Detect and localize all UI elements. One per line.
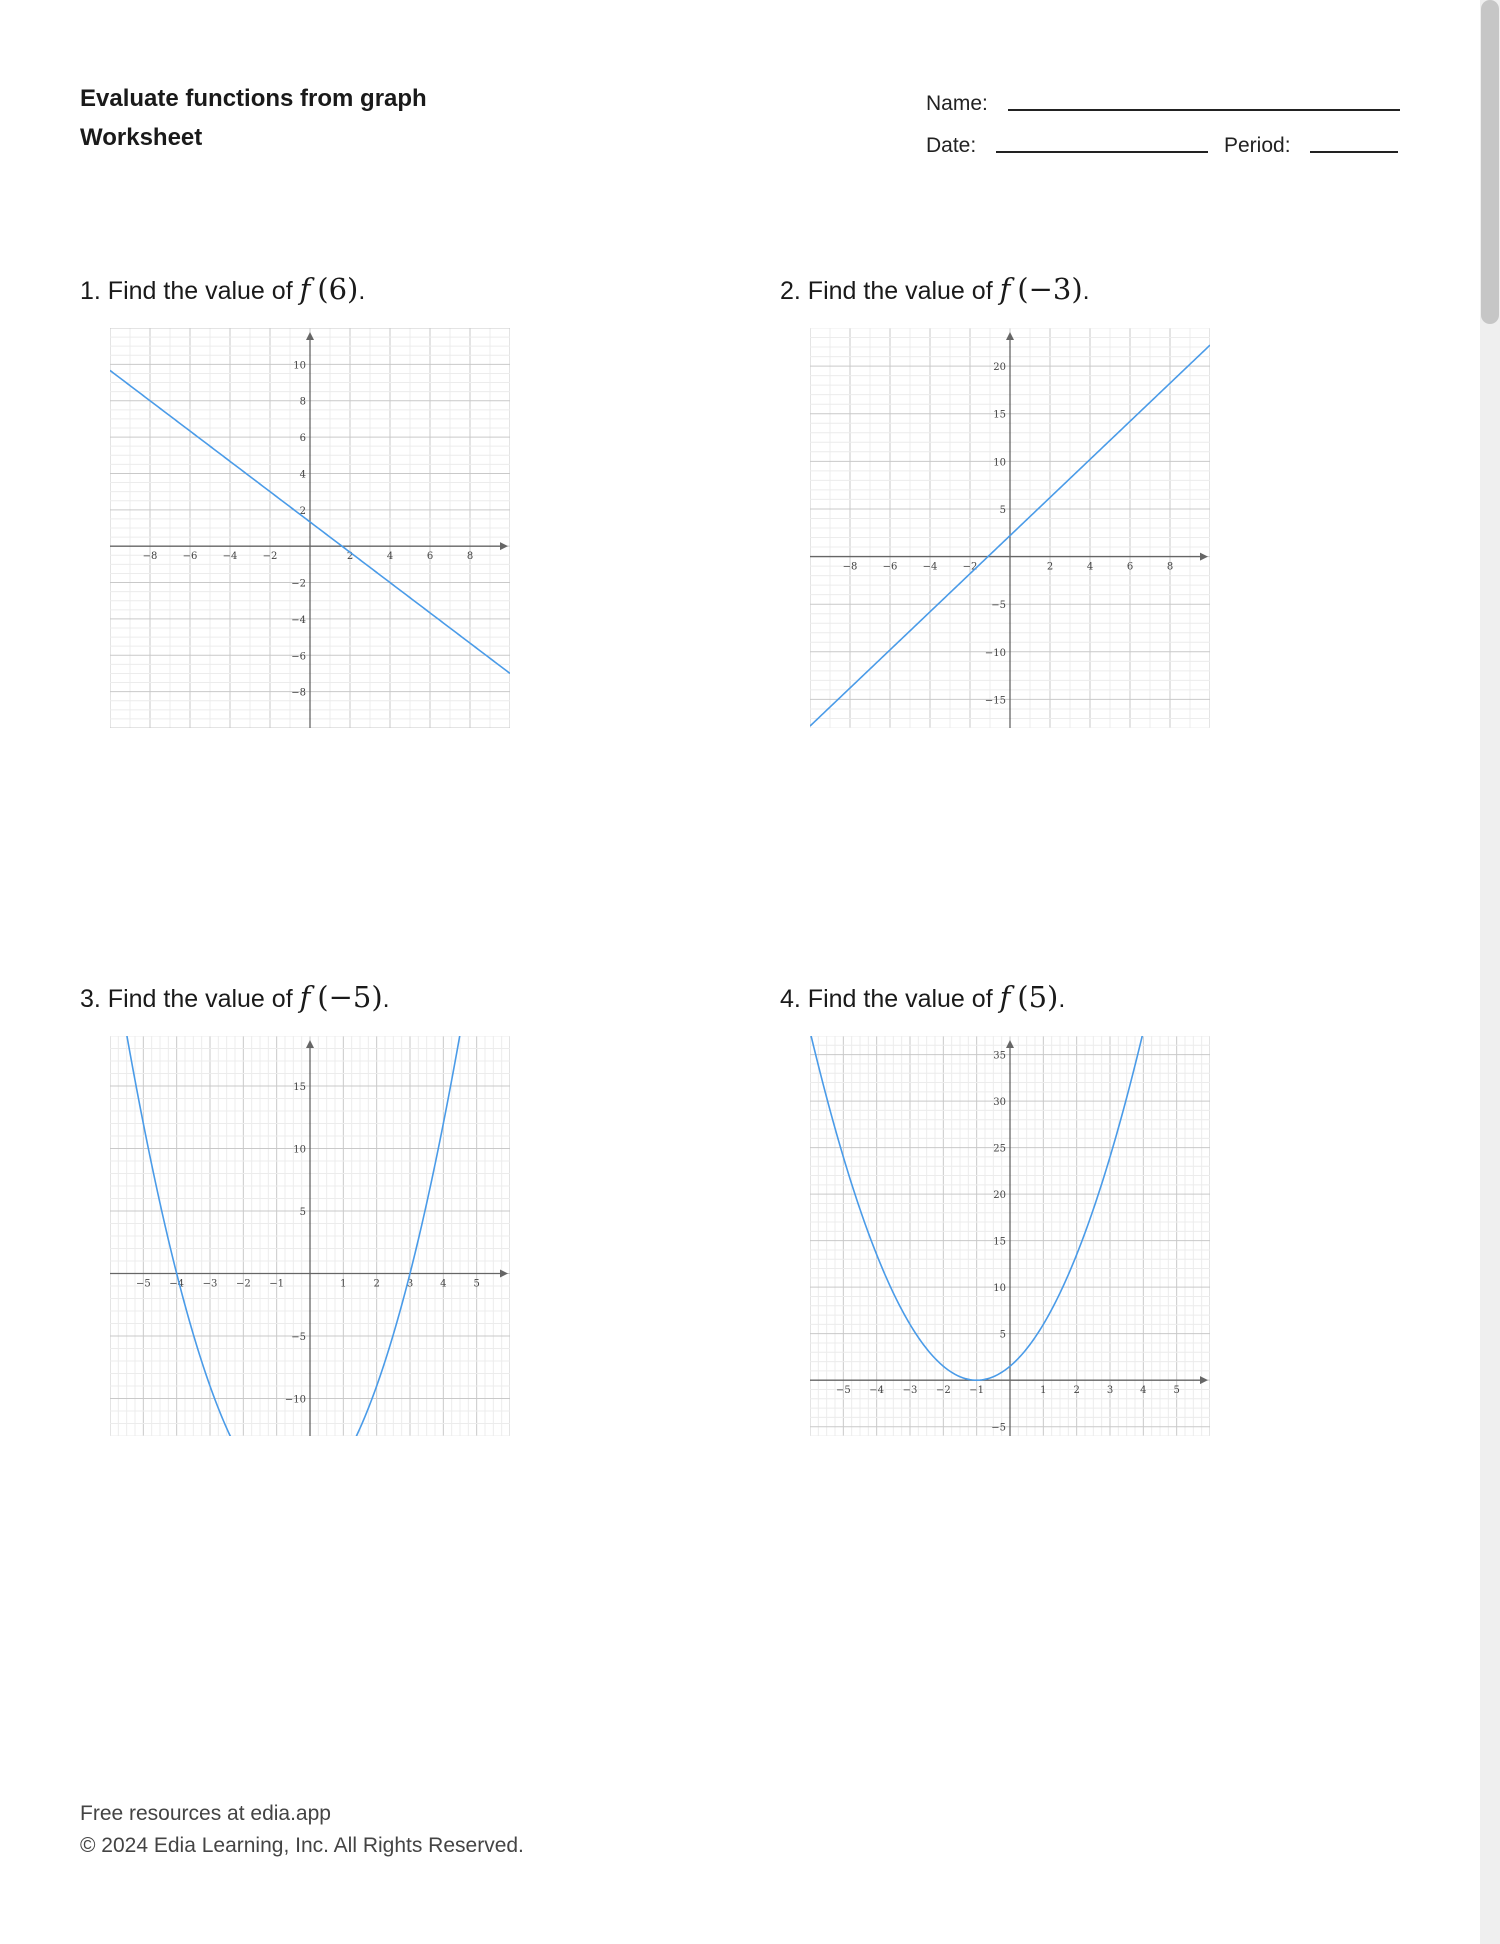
y-tick-label: 10 [293,1144,306,1156]
coordinate-plane [810,1036,1210,1436]
date-field-line[interactable] [996,151,1208,153]
question-2-argument: (−3) [1017,272,1083,306]
graph-3 [110,1036,510,1436]
x-tick-label: −2 [262,551,278,563]
x-tick-label: −1 [969,1385,985,1397]
x-tick-label: 4 [386,551,394,563]
y-tick-label: 35 [993,1050,1006,1062]
x-tick-label: 1 [1040,1385,1047,1397]
question-1 [80,272,365,306]
y-tick-label: −10 [284,1394,306,1406]
footer-copyright: © 2024 Edia Learning, Inc. All Rights Reserved. [80,1834,524,1857]
question-3-suffix: . [382,985,390,1013]
x-tick-label: 4 [1140,1385,1147,1397]
y-tick-label: −6 [291,651,306,663]
x-tick-label: −6 [882,561,898,573]
question-4-prefix: 4. Find the value of [780,985,1000,1013]
scrollbar-thumb[interactable] [1481,0,1499,324]
question-3 [80,980,390,1014]
x-tick-label: 4 [1086,561,1094,573]
coordinate-plane [810,328,1210,728]
y-tick-label: −5 [991,1422,1006,1434]
x-tick-label: 3 [1106,1385,1114,1397]
y-axis-arrow [306,332,314,340]
x-axis-arrow [500,542,508,550]
x-tick-label: −4 [222,551,238,563]
y-tick-label: 5 [999,504,1006,516]
y-tick-label: −10 [984,647,1006,659]
coordinate-plane [110,1036,510,1436]
x-tick-label: −3 [902,1385,918,1397]
question-2-function: f [999,272,1011,306]
x-tick-label: 5 [1173,1385,1180,1397]
graph-1 [110,328,510,728]
question-2 [780,272,1090,306]
y-tick-label: 20 [993,1190,1006,1202]
x-tick-label: 2 [1046,561,1054,573]
footer-resources: Free resources at edia.app [80,1802,331,1825]
coordinate-plane [110,328,510,728]
worksheet-title: Evaluate functions from graph [80,85,427,112]
y-tick-label: 15 [993,1236,1006,1248]
period-label: Period: [1224,134,1291,157]
graph-2 [810,328,1210,728]
y-tick-label: 4 [299,469,306,481]
x-tick-label: −2 [935,1385,951,1397]
x-tick-label: 2 [346,551,354,563]
x-tick-label: −4 [869,1385,885,1397]
x-tick-label: 5 [473,1278,480,1290]
question-4-suffix: . [1058,985,1066,1013]
x-tick-label: 8 [466,551,474,563]
question-4-function: f [999,980,1011,1014]
x-tick-label: −8 [142,551,158,563]
scrollbar-track[interactable] [1480,0,1500,1944]
question-2-suffix: . [1082,277,1090,305]
x-axis-arrow [1200,1376,1208,1384]
x-tick-label: −2 [235,1278,251,1290]
x-tick-label: −3 [202,1278,218,1290]
x-tick-label: 2 [1073,1385,1080,1397]
y-tick-label: 10 [293,360,306,372]
y-tick-label: 15 [993,409,1006,421]
y-tick-label: 6 [299,433,306,445]
x-tick-label: −5 [135,1278,151,1290]
question-1-suffix: . [358,277,366,305]
x-axis-arrow [500,1270,508,1278]
y-tick-label: −4 [291,614,306,626]
question-4 [780,980,1065,1014]
x-tick-label: 1 [340,1278,347,1290]
question-1-argument: (6) [317,272,359,306]
x-tick-label: −4 [922,561,938,573]
y-axis-arrow [306,1040,314,1048]
x-tick-label: 4 [440,1278,447,1290]
y-tick-label: 8 [299,396,306,408]
x-tick-label: −8 [842,561,858,573]
x-tick-label: 2 [373,1278,380,1290]
x-axis-arrow [1200,553,1208,561]
x-tick-label: 3 [406,1278,414,1290]
y-tick-label: 10 [993,457,1006,469]
question-2-prefix: 2. Find the value of [780,277,1000,305]
worksheet-subtitle: Worksheet [80,124,203,151]
name-field-line[interactable] [1008,109,1400,111]
y-tick-label: 15 [293,1082,306,1093]
x-tick-label: −1 [269,1278,285,1290]
y-tick-label: 2 [299,505,306,517]
date-label: Date: [926,134,977,157]
question-3-prefix: 3. Find the value of [80,985,300,1013]
x-tick-label: −6 [182,551,198,563]
y-axis-arrow [1006,332,1014,340]
y-tick-label: −5 [291,1332,306,1343]
y-axis-arrow [1006,1040,1014,1048]
y-tick-label: 5 [999,1329,1006,1341]
y-tick-label: 5 [299,1207,306,1218]
y-tick-label: −5 [991,600,1006,612]
period-field-line[interactable] [1310,151,1398,153]
y-tick-label: 20 [993,362,1006,374]
x-tick-label: 8 [1166,561,1174,573]
question-4-argument: (5) [1017,980,1059,1014]
x-tick-label: −5 [835,1385,851,1397]
x-tick-label: 6 [426,551,434,563]
question-3-function: f [299,980,311,1014]
y-tick-label: −8 [291,687,306,699]
y-tick-label: 30 [993,1097,1006,1109]
x-tick-label: −4 [169,1278,185,1290]
question-3-argument: (−5) [317,980,383,1014]
y-tick-label: −15 [984,695,1006,707]
question-1-prefix: 1. Find the value of [80,277,300,305]
question-1-function: f [299,272,311,306]
y-tick-label: 25 [993,1143,1006,1155]
graph-4 [810,1036,1210,1436]
y-tick-label: 10 [993,1283,1006,1295]
x-tick-label: −2 [962,561,978,573]
name-label: Name: [926,92,988,115]
x-tick-label: 6 [1126,561,1134,573]
y-tick-label: −2 [291,578,306,590]
